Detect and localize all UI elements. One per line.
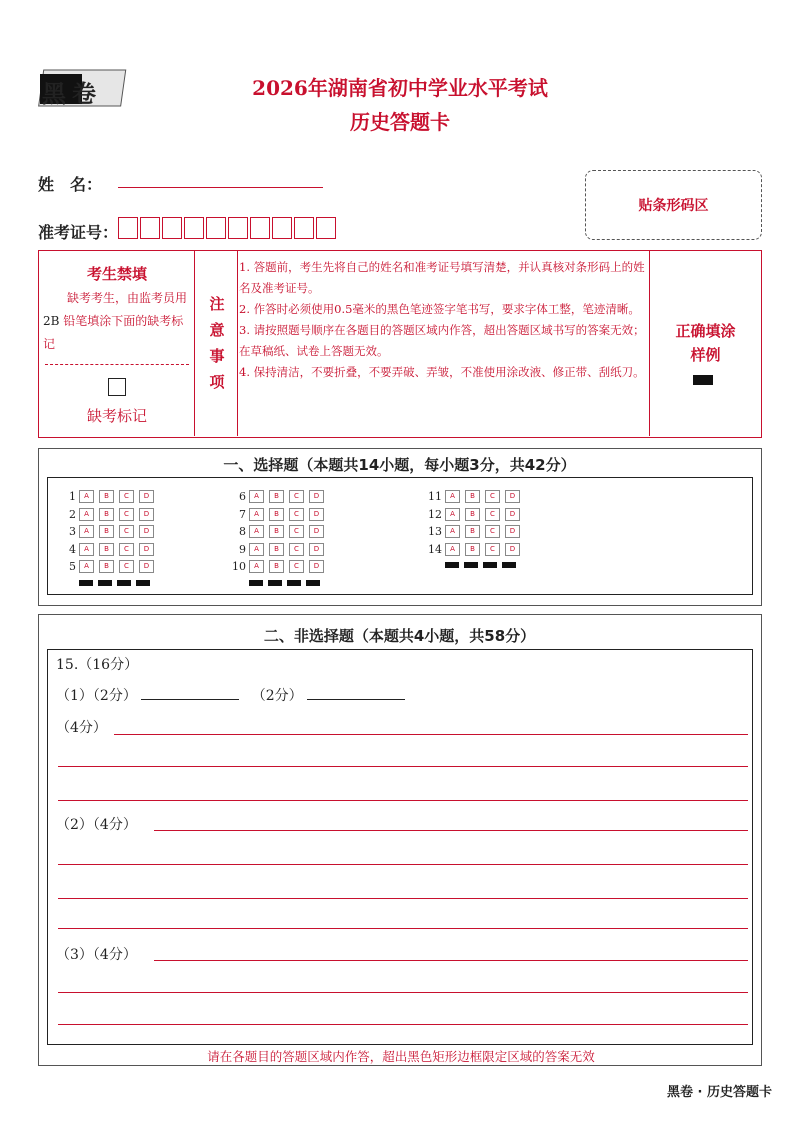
option-bubble-c[interactable]: C [119, 543, 134, 556]
question-row [60, 541, 159, 559]
option-bubble-b[interactable]: B [465, 490, 480, 503]
question-row [230, 541, 329, 559]
part-1a-label: （1）（2分） [56, 688, 137, 704]
name-label: 姓 名： [38, 175, 103, 194]
answer-line[interactable] [58, 1024, 748, 1025]
option-bubble-a[interactable]: A [249, 508, 264, 521]
timing-mark [136, 580, 150, 586]
timing-marks [249, 580, 329, 586]
option-bubble-c[interactable]: C [119, 508, 134, 521]
answer-line[interactable] [58, 928, 748, 929]
rule-item: 4. 保持清洁，不要折叠，不要弄破、弄皱，不准使用涂改液、修正带、刮纸刀。 [239, 365, 645, 379]
absent-label: 缺考标记 [86, 407, 147, 425]
timing-mark [483, 562, 497, 568]
option-bubble-c[interactable]: C [485, 543, 500, 556]
option-bubble-d[interactable]: D [139, 560, 154, 573]
question-column [230, 488, 329, 586]
timing-marks [79, 580, 159, 586]
question-row [230, 558, 329, 576]
answer-grid [47, 477, 753, 595]
option-bubble-b[interactable]: B [465, 525, 480, 538]
id-digit-box[interactable] [118, 217, 138, 239]
title-char: 意 [209, 321, 225, 339]
question-row [60, 558, 159, 576]
option-bubble-c[interactable]: C [289, 560, 304, 573]
answer-line[interactable] [58, 992, 748, 993]
timing-mark [464, 562, 478, 568]
notice-box [38, 250, 762, 438]
option-bubble-d[interactable]: D [309, 543, 324, 556]
option-bubble-d[interactable]: D [139, 543, 154, 556]
candidate-text-line: 铅笔填涂下面的缺考标 [59, 314, 184, 328]
question-15-label: 15.（16分） [56, 657, 139, 673]
page-subtitle: 历史答题卡 [350, 110, 450, 134]
option-bubble-d[interactable]: D [309, 525, 324, 538]
answer-line[interactable] [58, 864, 748, 865]
timing-mark [445, 562, 459, 568]
option-bubble-a[interactable]: A [445, 490, 460, 503]
free-response-section [38, 614, 762, 1066]
option-bubble-b[interactable]: B [99, 525, 114, 538]
id-digit-box[interactable] [140, 217, 160, 239]
rule-item: 3. 请按照题号顺序在各题目的答题区域内作答，超出答题区域书写的答案无效；在草稿纸、试卷上答题无效。 [239, 323, 645, 358]
attention-title-text [197, 291, 237, 395]
question-number: 11 [428, 490, 442, 504]
part-1b-label: （2分） [251, 688, 303, 704]
sample-title-text [650, 319, 761, 367]
id-digit-box[interactable] [206, 217, 226, 239]
question-number: 14 [428, 542, 442, 556]
answer-line[interactable] [154, 960, 748, 961]
option-bubble-c[interactable]: C [289, 525, 304, 538]
timing-mark [306, 580, 320, 586]
id-digit-box[interactable] [184, 217, 204, 239]
title-line: 样例 [690, 346, 721, 364]
answer-line[interactable] [58, 766, 748, 767]
question-number: 10 [232, 560, 246, 574]
question-row [426, 506, 525, 524]
option-bubble-b[interactable]: B [269, 490, 284, 503]
option-bubble-d[interactable]: D [505, 525, 520, 538]
timing-mark [287, 580, 301, 586]
part-1c-label: （4分） [56, 720, 107, 736]
answer-line[interactable] [114, 734, 748, 735]
id-digit-box[interactable] [228, 217, 248, 239]
barcode-label: 贴条形码区 [638, 198, 709, 214]
option-bubble-c[interactable]: C [119, 490, 134, 503]
option-bubble-a[interactable]: A [445, 543, 460, 556]
question-row [60, 506, 159, 524]
part-3-label: （3）（4分） [56, 947, 137, 963]
id-number-boxes[interactable] [118, 217, 338, 239]
option-bubble-c[interactable]: C [289, 490, 304, 503]
timing-mark [249, 580, 263, 586]
option-bubble-c[interactable]: C [289, 508, 304, 521]
multiple-choice-section [38, 448, 762, 606]
logo-text: 黑卷 [42, 79, 102, 108]
page-footer: 黑卷 · 历史答题卡 [667, 1085, 772, 1100]
timing-mark [79, 580, 93, 586]
filled-mark-sample [693, 375, 713, 385]
option-bubble-a[interactable]: A [249, 560, 264, 573]
answer-blank[interactable] [307, 699, 405, 700]
option-bubble-b[interactable]: B [465, 543, 480, 556]
candidate-title: 考生禁填 [86, 265, 147, 283]
question-number: 7 [239, 507, 246, 521]
question-row [426, 488, 525, 506]
question-number: 3 [69, 525, 76, 539]
option-bubble-b[interactable]: B [269, 525, 284, 538]
option-bubble-d[interactable]: D [505, 543, 520, 556]
option-bubble-c[interactable]: C [119, 525, 134, 538]
title-char: 注 [209, 295, 225, 313]
option-bubble-d[interactable]: D [309, 560, 324, 573]
option-bubble-a[interactable]: A [79, 490, 94, 503]
sample-title [650, 319, 761, 367]
option-bubble-b[interactable]: B [269, 543, 284, 556]
option-bubble-d[interactable]: D [309, 508, 324, 521]
option-bubble-b[interactable]: B [269, 508, 284, 521]
timing-mark [502, 562, 516, 568]
option-bubble-a[interactable]: A [445, 525, 460, 538]
option-bubble-b[interactable]: B [99, 560, 114, 573]
id-digit-box[interactable] [250, 217, 270, 239]
option-bubble-a[interactable]: A [445, 508, 460, 521]
question-row [230, 506, 329, 524]
page-title: 2026年湖南省初中学业水平考试 [252, 76, 548, 100]
id-digit-box[interactable] [294, 217, 314, 239]
timing-marks [445, 562, 525, 568]
question-row [426, 523, 525, 541]
question-number: 1 [69, 490, 76, 504]
question-column [60, 488, 159, 586]
candidate-panel [39, 251, 195, 436]
option-bubble-c[interactable]: C [289, 543, 304, 556]
answer-area-note: 请在各题目的答题区域内作答，超出黑色矩形边框限定区域的答案无效 [207, 1049, 595, 1064]
option-bubble-a[interactable]: A [249, 525, 264, 538]
option-bubble-b[interactable]: B [99, 490, 114, 503]
name-field[interactable] [118, 187, 323, 188]
title-line: 正确填涂 [675, 322, 736, 340]
section1-title: 一、选择题（本题共14小题，每小题3分，共42分） [223, 456, 576, 474]
question-row [230, 523, 329, 541]
question-row [60, 488, 159, 506]
divider [45, 364, 189, 365]
section2-title: 二、非选择题（本题共4小题，共58分） [263, 627, 536, 645]
candidate-text-line: 记 [43, 337, 56, 351]
answer-blank[interactable] [141, 699, 239, 700]
timing-mark [268, 580, 282, 586]
question-number: 8 [239, 525, 246, 539]
title-char: 事 [209, 347, 225, 365]
barcode-area [585, 170, 762, 240]
candidate-text [43, 287, 193, 356]
option-bubble-a[interactable]: A [249, 543, 264, 556]
option-bubble-a[interactable]: A [79, 508, 94, 521]
attention-title [197, 291, 237, 395]
question-number: 5 [69, 560, 76, 574]
question-row [426, 541, 525, 559]
part-2-label: （2）（4分） [56, 817, 137, 833]
rule-item: 2. 作答时必须使用0.5毫米的黑色笔迹签字笔书写，要求字体工整，笔迹清晰。 [239, 302, 640, 316]
option-bubble-b[interactable]: B [269, 560, 284, 573]
option-bubble-d[interactable]: D [309, 490, 324, 503]
option-bubble-a[interactable]: A [79, 525, 94, 538]
option-bubble-b[interactable]: B [99, 543, 114, 556]
option-bubble-c[interactable]: C [119, 560, 134, 573]
answer-area [47, 649, 753, 1045]
sample-panel [649, 251, 760, 436]
answer-line[interactable] [58, 800, 748, 801]
option-bubble-d[interactable]: D [139, 490, 154, 503]
candidate-text-2b: 2B [43, 314, 60, 328]
option-bubble-d[interactable]: D [139, 508, 154, 521]
option-bubble-a[interactable]: A [79, 560, 94, 573]
title-char: 项 [209, 373, 225, 391]
option-bubble-a[interactable]: A [249, 490, 264, 503]
absent-checkbox[interactable] [108, 378, 126, 396]
candidate-text-line: 缺考考生，由监考员用 [67, 291, 188, 305]
question-number: 2 [69, 507, 76, 521]
question-column [426, 488, 525, 568]
timing-mark [117, 580, 131, 586]
rule-item: 1. 答题前，考生先将自己的姓名和准考证号填写清楚，并认真核对条形码上的姓名及准考证号。 [239, 260, 645, 295]
question-number: 12 [428, 507, 442, 521]
part-1-label [56, 685, 405, 705]
id-digit-box[interactable] [316, 217, 336, 239]
question-number: 6 [239, 490, 246, 504]
id-digit-box[interactable] [162, 217, 182, 239]
timing-mark [98, 580, 112, 586]
option-bubble-c[interactable]: C [485, 508, 500, 521]
question-number: 9 [239, 542, 246, 556]
rules-list [239, 257, 647, 383]
option-bubble-d[interactable]: D [505, 490, 520, 503]
option-bubble-c[interactable]: C [485, 490, 500, 503]
answer-line[interactable] [58, 898, 748, 899]
answer-line[interactable] [154, 830, 748, 831]
option-bubble-b[interactable]: B [465, 508, 480, 521]
option-bubble-b[interactable]: B [99, 508, 114, 521]
option-bubble-c[interactable]: C [485, 525, 500, 538]
question-number: 4 [69, 542, 76, 556]
option-bubble-d[interactable]: D [505, 508, 520, 521]
question-number: 13 [428, 525, 442, 539]
option-bubble-a[interactable]: A [79, 543, 94, 556]
divider [237, 251, 238, 436]
option-bubble-d[interactable]: D [139, 525, 154, 538]
id-digit-box[interactable] [272, 217, 292, 239]
question-row [230, 488, 329, 506]
question-row [60, 523, 159, 541]
id-label: 准考证号： [38, 223, 119, 242]
